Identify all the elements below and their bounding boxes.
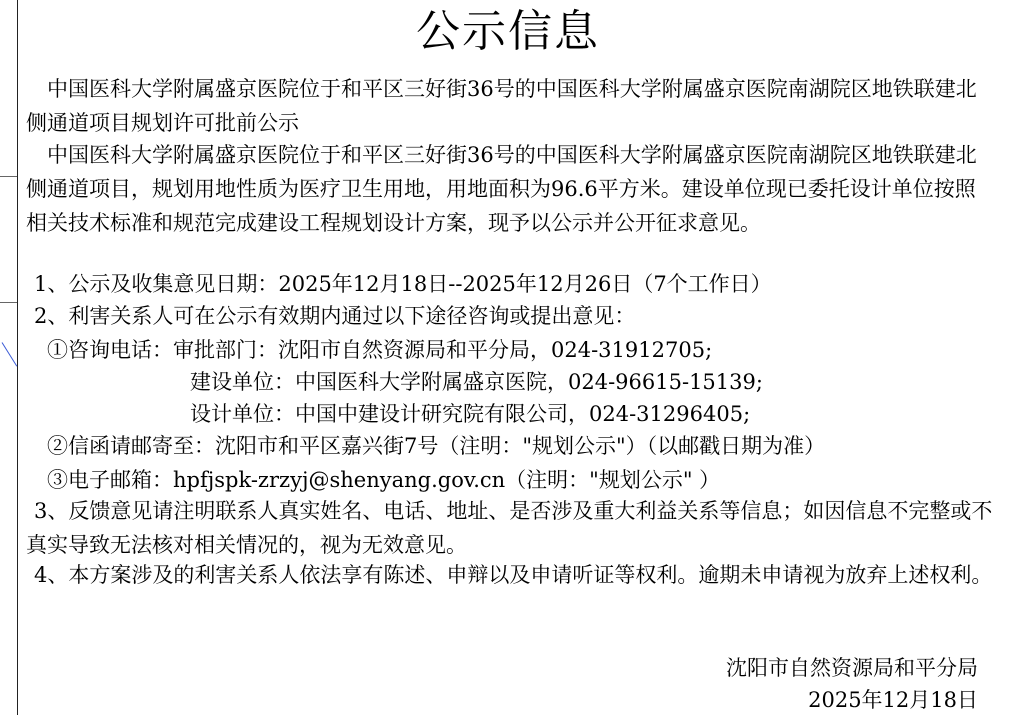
margin-slash-mark bbox=[2, 342, 18, 366]
issuer-name: 沈阳市自然资源局和平分局 bbox=[726, 656, 978, 680]
page-title: 公示信息 bbox=[416, 6, 600, 57]
item-rights-note-block bbox=[26, 558, 994, 592]
notice-intro: 中国医科大学附属盛京医院位于和平区三好街36号的中国医科大学附属盛京医院南湖院区地铁联建北侧通道项目，规划用地性质为医疗卫生用地，用地面积为96.6平方米。建设单位现已委托设计单位按照相关技术标准和规范完成建设工程规划设计方案，现予以公示并公开征求意见。 bbox=[26, 143, 977, 235]
notice-headline: 中国医科大学附属盛京医院位于和平区三好街36号的中国医科大学附属盛京医院南湖院区地铁联建北侧通道项目规划许可批前公示 bbox=[26, 77, 977, 135]
consult-phone-approval: ①咨询电话：审批部门：沈阳市自然资源局和平分局，024-31912705; bbox=[47, 338, 713, 362]
consult-email: ③电子邮箱：hpfjspk-zrzyj@shenyang.gov.cn（注明："规划公示" ） bbox=[47, 468, 721, 492]
margin-tick bbox=[0, 176, 17, 177]
consult-phone-builder: 建设单位：中国医科大学附属盛京医院，024-96615-15139; bbox=[190, 370, 763, 394]
item-feedback-note: 3、反馈意见请注明联系人真实姓名、电话、地址、是否涉及重大利益关系等信息；如因信息不完整或不真实导致无法核对相关情况的，视为无效意见。 bbox=[26, 499, 993, 557]
consult-phone-designer: 设计单位：中国中建设计研究院有限公司，024-31296405; bbox=[190, 402, 751, 426]
item-consult-channels: 2、利害关系人可在公示有效期内通过以下途径咨询或提出意见： bbox=[34, 304, 636, 328]
consult-mail-address: ②信函请邮寄至：沈阳市和平区嘉兴街7号（注明："规划公示"）（以邮戳日期为准） bbox=[47, 434, 826, 458]
item-feedback-note-block bbox=[26, 494, 994, 562]
item-publicity-period: 1、公示及收集意见日期：2025年12月18日--2025年12月26日（7个工作日） bbox=[34, 272, 772, 296]
notice-headline-block bbox=[26, 72, 994, 140]
issue-date: 2025年12月18日 bbox=[808, 688, 978, 712]
margin-tick bbox=[0, 302, 17, 303]
notice-intro-block bbox=[26, 138, 994, 240]
item-rights-note: 4、本方案涉及的利害关系人依法享有陈述、申辩以及申请听证等权利。逾期未申请视为放弃上述权利。 bbox=[34, 563, 993, 587]
left-border-line bbox=[17, 0, 18, 715]
